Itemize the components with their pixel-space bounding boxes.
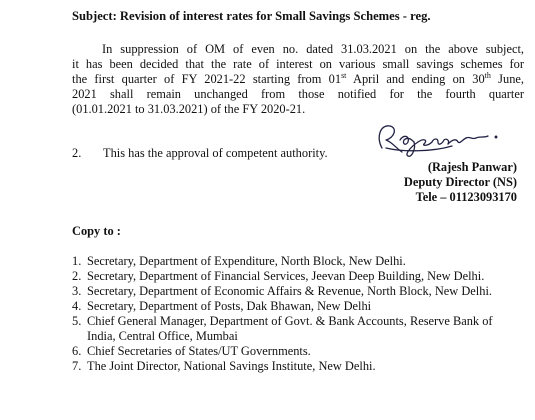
subject-line: Subject: Revision of interest rates for Small Savings Schemes - reg.	[72, 9, 431, 23]
copy-to-heading: Copy to :	[72, 224, 121, 238]
signatory-name: (Rajesh Panwar)	[427, 160, 517, 174]
paragraph-1-line-5: (01.01.2021 to 31.03.2021) of the FY 2020-21.	[72, 102, 306, 116]
list-item: 1. Secretary, Department of Expenditure, North Block, New Delhi.	[72, 254, 406, 268]
list-item: 7. The Joint Director, National Savings Institute, New Delhi.	[72, 359, 376, 373]
list-item: 4. Secretary, Department of Posts, Dak Bhawan, New Delhi	[72, 299, 372, 313]
list-item: 6. Chief Secretaries of States/UT Governments.	[72, 344, 311, 358]
paragraph-1	[72, 42, 524, 117]
handwritten-signature-icon	[372, 118, 522, 160]
paragraph-1-line-4: 2021 shall remain unchanged from those notified for the fourth quarter	[72, 87, 524, 101]
list-item: 3. Secretary, Department of Economic Affairs & Revenue, North Block, New Delhi.	[72, 284, 492, 298]
list-item: 5. Chief General Manager, Department of Govt. & Bank Accounts, Reserve Bank of India, Central Office, Mumbai	[72, 314, 493, 343]
paragraph-2-number: 2.	[72, 146, 82, 160]
signature-block	[404, 160, 517, 205]
signatory-phone: Tele – 01123093170	[415, 190, 517, 204]
copy-to-list	[72, 254, 524, 374]
signatory-designation: Deputy Director (NS)	[403, 175, 517, 189]
paragraph-1-line-1: In suppression of OM of even no. dated 31.03.2021 on the above subject,	[102, 42, 524, 56]
paragraph-2-text: This has the approval of competent authority.	[103, 146, 328, 160]
paragraph-1-line-3: the first quarter of FY 2021-22 starting from 01st April and ending on 30th June,	[72, 70, 524, 86]
list-item: 2. Secretary, Department of Financial Services, Jeevan Deep Building, New Delhi.	[72, 269, 485, 283]
paragraph-1-line-2: it has been decided that the rate of interest on various small savings schemes for	[72, 57, 524, 71]
